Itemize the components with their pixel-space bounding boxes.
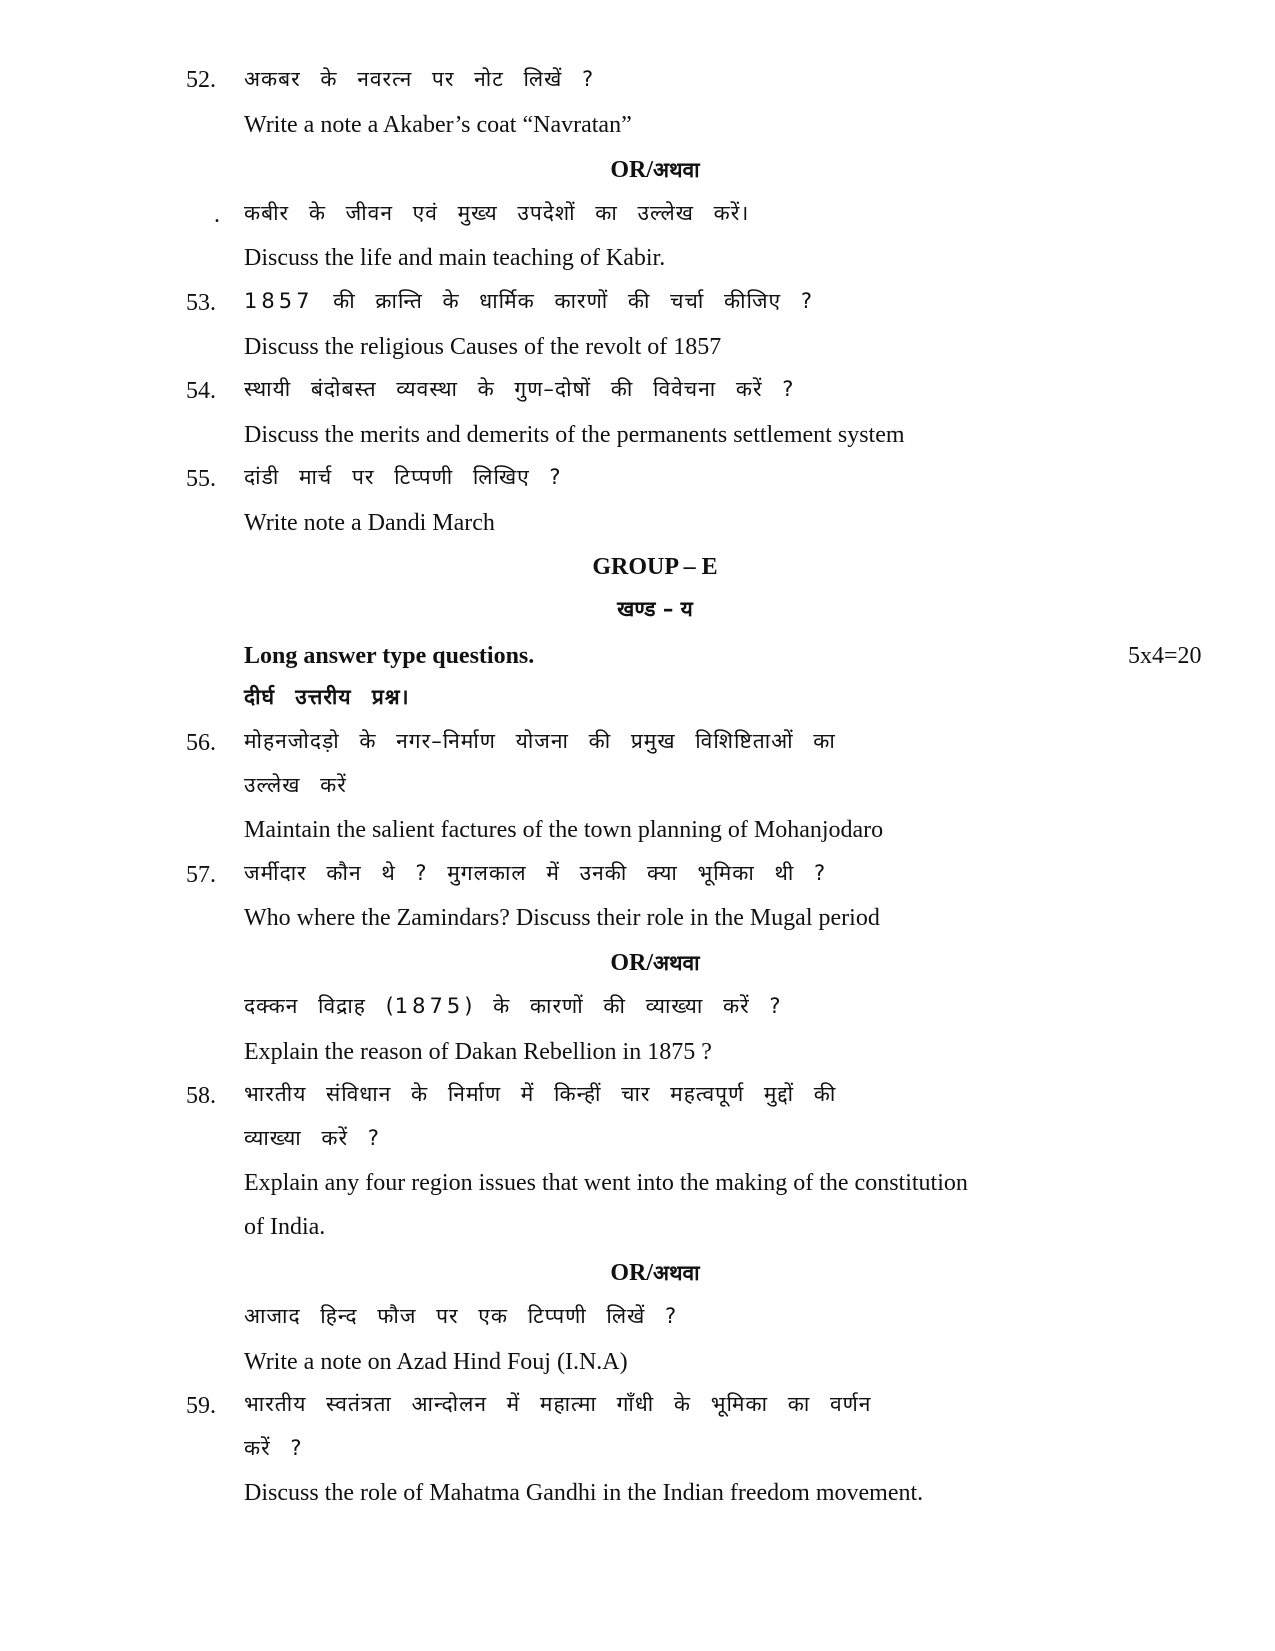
question-54-english: Discuss the merits and demerits of the permanents settlement system (244, 422, 905, 448)
question-57-alt-year: 1875 (394, 994, 465, 1018)
question-55-english: Write note a Dandi March (244, 510, 495, 536)
question-58-english-line2: of India. (244, 1214, 326, 1240)
question-54-hindi: स्थायी बंदोबस्त व्यवस्था के गुण–दोषों की विवेचना करें ? (244, 377, 795, 401)
or-separator-3 (0, 1261, 1275, 1285)
question-52-english: Write a note a Akaber’s coat “Navratan” (244, 112, 632, 138)
question-58-hindi-line2: व्याख्या करें ? (244, 1126, 380, 1150)
question-57-alt-english: Explain the reason of Dakan Rebellion in 1875 ? (244, 1039, 712, 1065)
question-number-53: 53. (186, 290, 216, 316)
question-58-hindi-line1: भारतीय संविधान के निर्माण में किन्हीं चार महत्वपूर्ण मुद्दों की (244, 1082, 837, 1106)
question-57-hindi: जर्मीदार कौन थे ? मुगलकाल में उनकी क्या भूमिका थी ? (244, 861, 827, 885)
question-58-english-line1: Explain any four region issues that went into the making of the constitution (244, 1170, 968, 1196)
or-label-hindi: अथवा (653, 951, 700, 975)
question-number-58: 58. (186, 1083, 216, 1109)
question-56-hindi-line2: उल्लेख करें (244, 773, 347, 797)
question-59-hindi-line1: भारतीय स्वतंत्रता आन्दोलन में महात्मा गाँधी के भूमिका का वर्णन (244, 1392, 872, 1416)
question-number-57: 57. (186, 862, 216, 888)
or-label-hindi: अथवा (653, 158, 700, 182)
or-label-english: OR/ (610, 1260, 654, 1286)
question-52-alt-hindi: कबीर के जीवन एवं मुख्य उपदेशों का उल्लेख करें। (244, 201, 750, 225)
question-57-alt-hindi-pre: दक्कन विद्राह ( (244, 994, 395, 1018)
question-59-english: Discuss the role of Mahatma Gandhi in the Indian freedom movement. (244, 1480, 924, 1506)
or-separator-1 (0, 158, 1275, 182)
question-57-alt-hindi-line (244, 996, 782, 1017)
group-hindi-title: खण्ड – य (617, 597, 693, 621)
question-number-56: 56. (186, 730, 216, 756)
question-53-english: Discuss the religious Causes of the revolt of 1857 (244, 334, 722, 360)
section-instruction-hindi: दीर्घ उत्तरीय प्रश्न। (244, 685, 410, 709)
or-label-hindi: अथवा (653, 1261, 700, 1285)
question-53-hindi: की क्रान्ति के धार्मिक कारणों की चर्चा कीजिए ? (333, 289, 813, 313)
question-52-alt-english: Discuss the life and main teaching of Kabir. (244, 245, 666, 271)
group-title: GROUP – E (592, 554, 718, 580)
question-55-hindi: दांडी मार्च पर टिप्पणी लिखिए ? (244, 465, 562, 489)
question-53-hindi-line (244, 291, 813, 312)
section-marks: 5x4=20 (1128, 643, 1202, 669)
alt-marker: . (214, 202, 220, 228)
question-number-55: 55. (186, 466, 216, 492)
question-52-hindi: अकबर के नवरत्न पर नोट लिखें ? (244, 67, 595, 91)
or-label-english: OR/ (610, 950, 654, 976)
question-number-52: 52. (186, 67, 216, 93)
question-59-hindi-line2: करें ? (244, 1436, 303, 1460)
or-separator-2 (0, 951, 1275, 975)
section-instruction: Long answer type questions. (244, 643, 535, 669)
question-number-54: 54. (186, 378, 216, 404)
question-57-alt-hindi-post: ) के कारणों की व्याख्या करें ? (464, 994, 782, 1018)
question-number-59: 59. (186, 1393, 216, 1419)
question-58-alt-hindi: आजाद हिन्द फौज पर एक टिप्पणी लिखें ? (244, 1304, 678, 1328)
question-57-english: Who where the Zamindars? Discuss their role in the Mugal period (244, 905, 880, 931)
question-56-english: Maintain the salient factures of the town planning of Mohanjodaro (244, 817, 884, 843)
question-56-hindi-line1: मोहनजोदड़ो के नगर–निर्माण योजना की प्रमुख विशिष्टिताओं का (244, 729, 836, 753)
question-58-alt-english: Write a note on Azad Hind Fouj (I.N.A) (244, 1349, 628, 1375)
or-label-english: OR/ (610, 157, 654, 183)
question-53-year: 1857 (244, 289, 314, 313)
